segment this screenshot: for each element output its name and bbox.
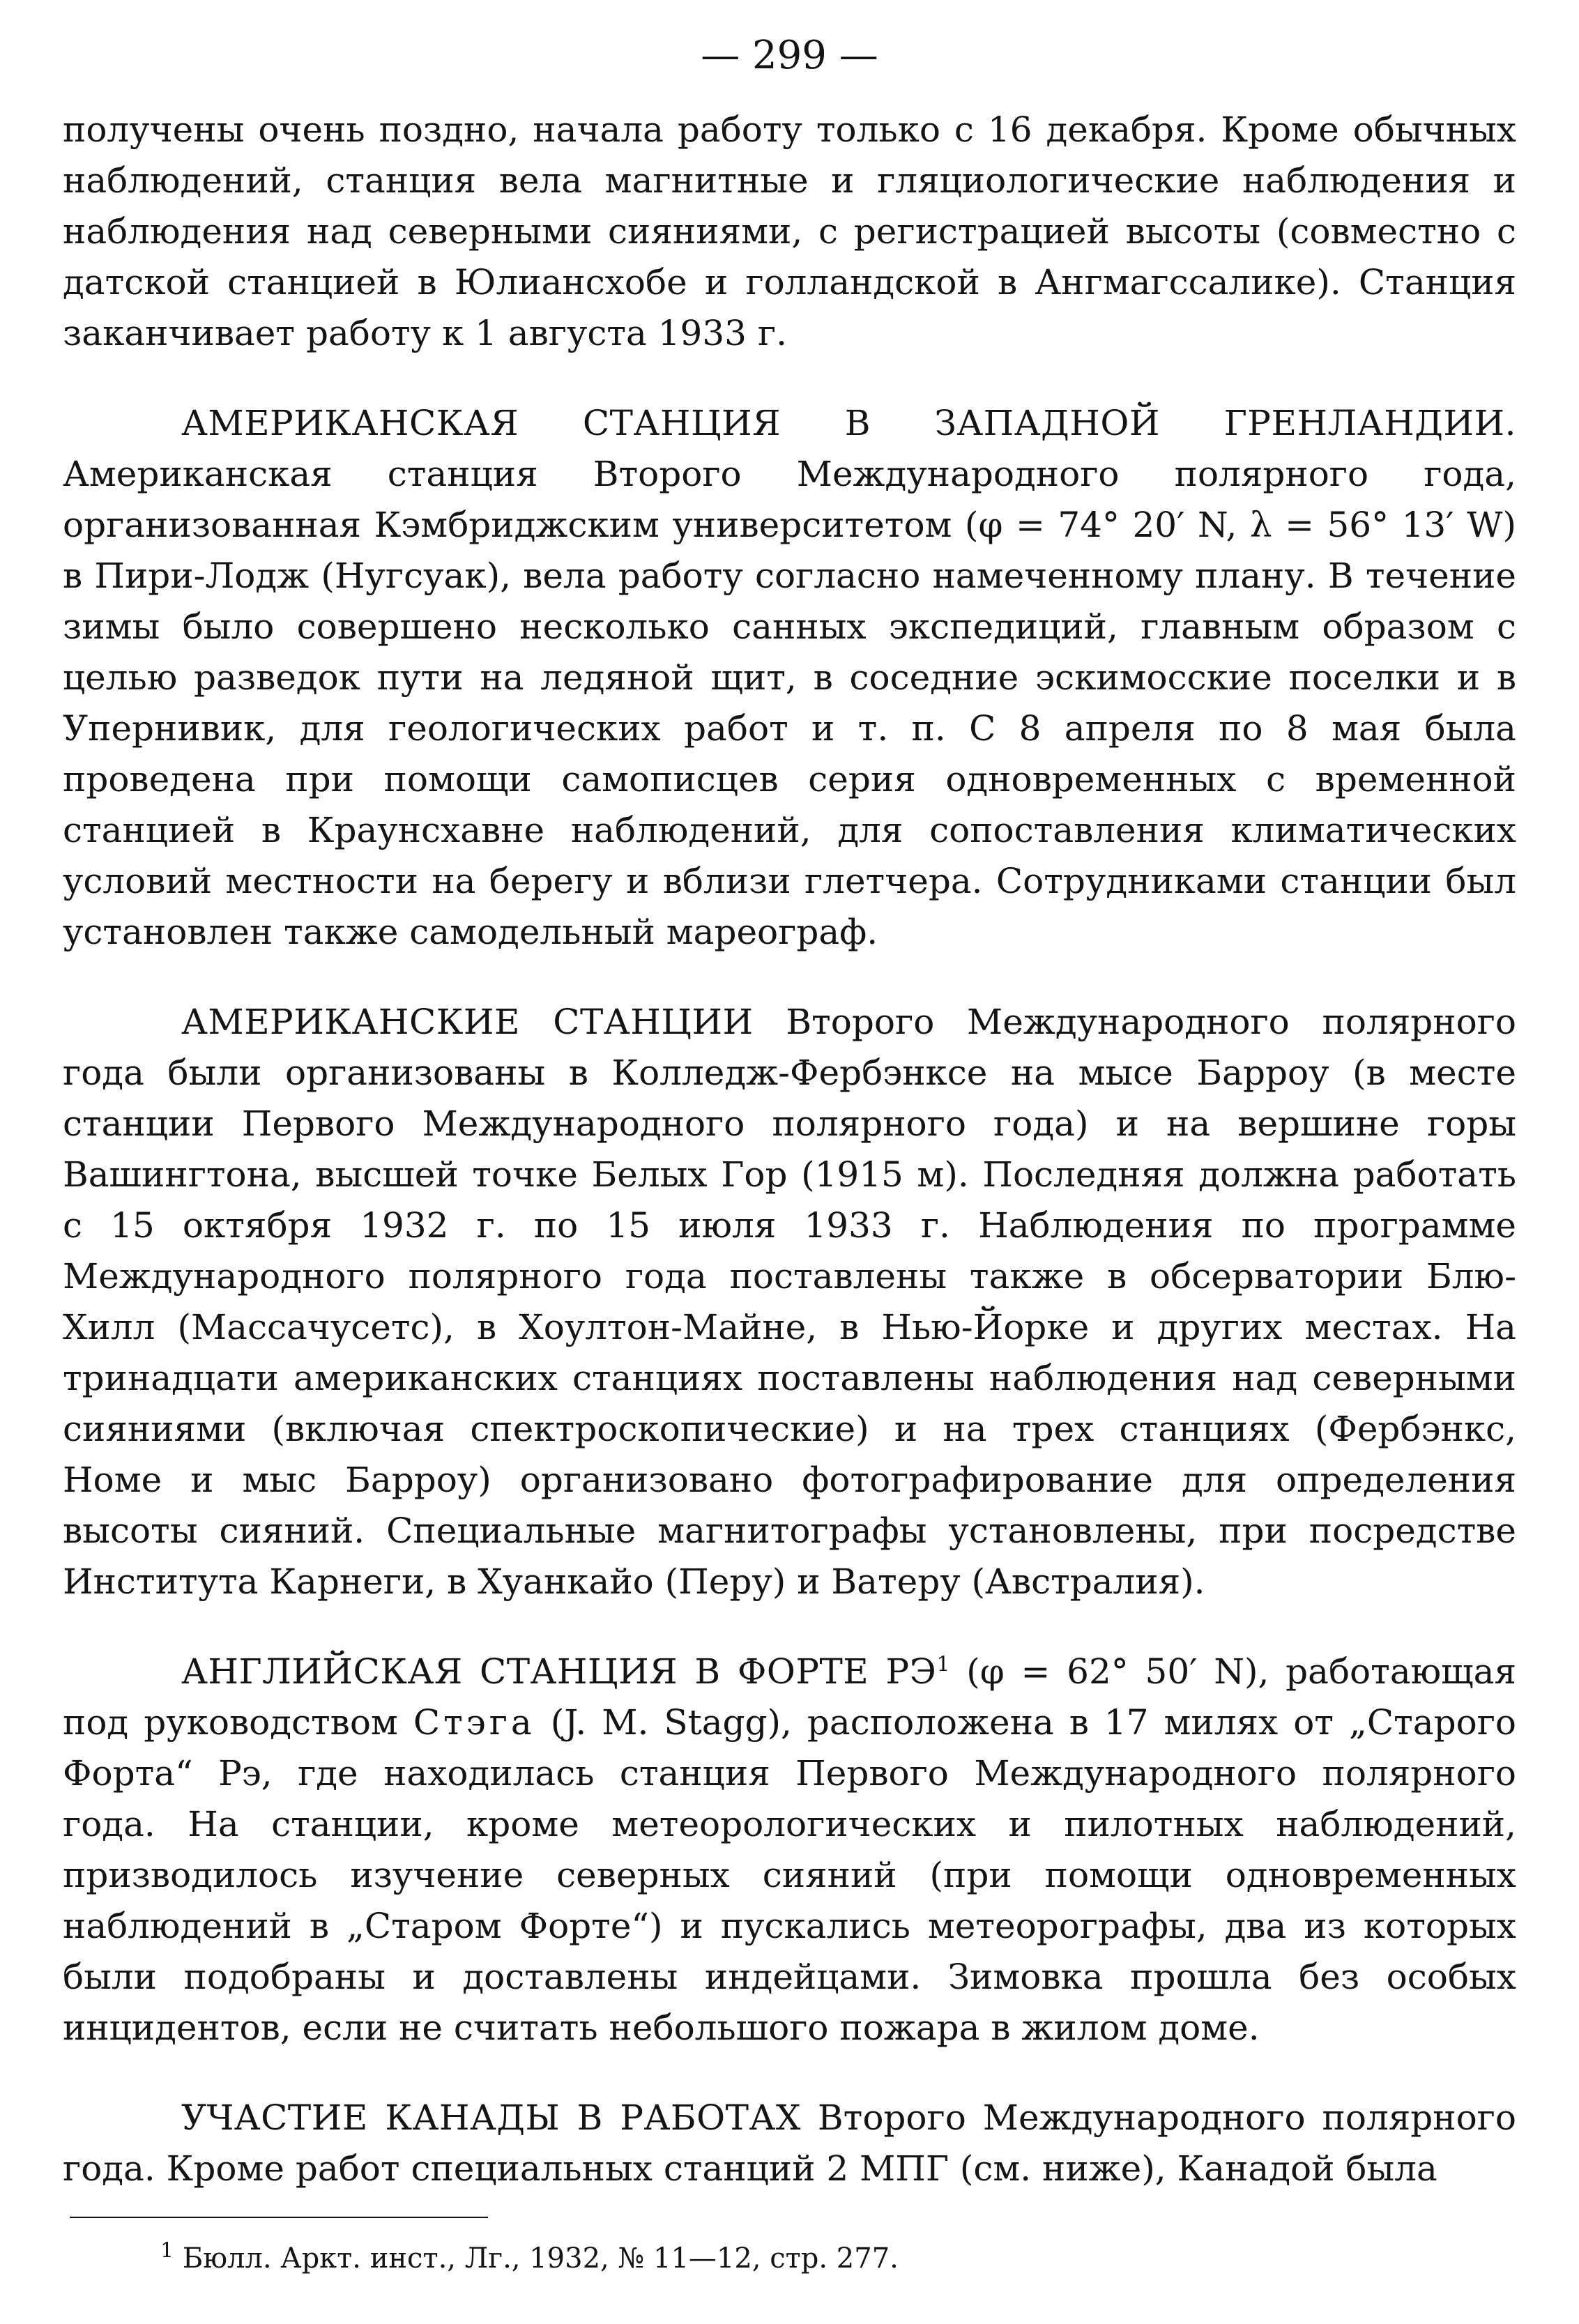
paragraph-canada-participation [63, 2093, 1516, 2194]
section-heading: АНГЛИЙСКАЯ СТАНЦИЯ В ФОРТЕ РЭ [181, 1651, 937, 1692]
paragraph-text: Второго Международного полярного года. Кроме работ специальных станций 2 МПГ (см. ниже), Канадой была [63, 2097, 1516, 2189]
paragraph-text-part-b: (J. M. Stagg), расположена в 17 милях от „Старого Форта“ Рэ, где находилась станция Первого Международного полярного года. На станции, кроме метеорологических и пилотных наблюдений, призводилось изучение северных сияний (при помощи одновременных наблюдений в „Старом Форте“) и пускались метеорографы, два из которых были подобраны и доставлены индейцами. Зимовка прошла без особых инцидентов, если не считать небольшого пожара в жилом доме. [63, 1702, 1516, 2048]
paragraph-text: Второго Международного полярного года были организованы в Колледж-Фербэнксе на мысе Барроу (в месте станции Первого Международного полярного года) и на вершине горы Вашингтона, высшей точке Белых Гор (1915 м). Последняя должна работать с 15 октября 1932 г. по 15 июля 1933 г. Наблюдения по программе Международного полярного года поставлены также в обсерватории Блю-Хилл (Массачусетс), в Хоултон-Майне, в Нью-Йорке и других местах. На тринадцати американских станциях поставлены наблюдения над северными сияниями (включая спектроскопические) и на трех станциях (Фербэнкс, Номе и мыс Барроу) организовано фотографирование для определения высоты сияний. Специальные магнитографы установлены, при посредстве Института Карнеги, в Хуанкайо (Перу) и Ватеру (Австралия). [63, 1002, 1516, 1602]
paragraph-text: Американская станция Второго Международного полярного года, организованная Кэмбриджским университетом (φ = 74° 20′ N, λ = 56° 13′ W) в Пири-Лодж (Нугсуак), вела работу согласно намеченному плану. В течение зимы было совершено несколько санных экспедиций, главным образом с целью разведок пути на ледяной щит, в соседние эскимосские поселки и в Упернивик, для геологических работ и т. п. С 8 апреля по 8 мая была проведена при помощи самописцев серия одновременных с временной станцией в Краунсхавне наблюдений, для сопоставления климатических условий местности на берегу и вблизи глетчера. Сотрудниками станции был установлен также самодельный мареограф. [63, 454, 1516, 952]
paragraph-greenland-east [63, 105, 1516, 359]
footnote-marker: 1 [936, 1652, 950, 1677]
section-heading: АМЕРИКАНСКИЕ СТАНЦИИ [181, 1002, 754, 1042]
person-name: Стэга [413, 1702, 535, 1743]
paragraph-english-station-fort-rae [63, 1646, 1516, 2054]
document-page [63, 28, 1516, 2194]
footnote-number: 1 [160, 2238, 174, 2263]
section-heading: УЧАСТИЕ КАНАДЫ В РАБОТАХ [181, 2097, 801, 2138]
footnote-text: Бюлл. Аркт. инст., Лг., 1932, № 11—12, стр. 277. [182, 2242, 899, 2275]
footnote [160, 2238, 1485, 2279]
paragraph-american-stations [63, 997, 1516, 1607]
section-heading: АМЕРИКАНСКАЯ СТАНЦИЯ В ЗАПАДНОЙ ГРЕНЛАНДИИ. [181, 403, 1516, 443]
paragraph-american-station-west-greenland [63, 398, 1516, 958]
paragraph-text: получены очень поздно, начала работу только с 16 декабря. Кроме обычных наблюдений, станция вела магнитные и гляциологические наблюдения и наблюдения над северными сияниями, с регистрацией высоты (совместно с датской станцией в Юлиансхобе и голландской в Ангмагссалике). Станция заканчивает работу к 1 августа 1933 г. [63, 109, 1516, 353]
page-number: — 299 — [701, 33, 878, 78]
footnote-divider [70, 2217, 488, 2218]
paragraph-text-part-a: (φ = 62° 50′ N), работающая под руководством [63, 1651, 1516, 1743]
